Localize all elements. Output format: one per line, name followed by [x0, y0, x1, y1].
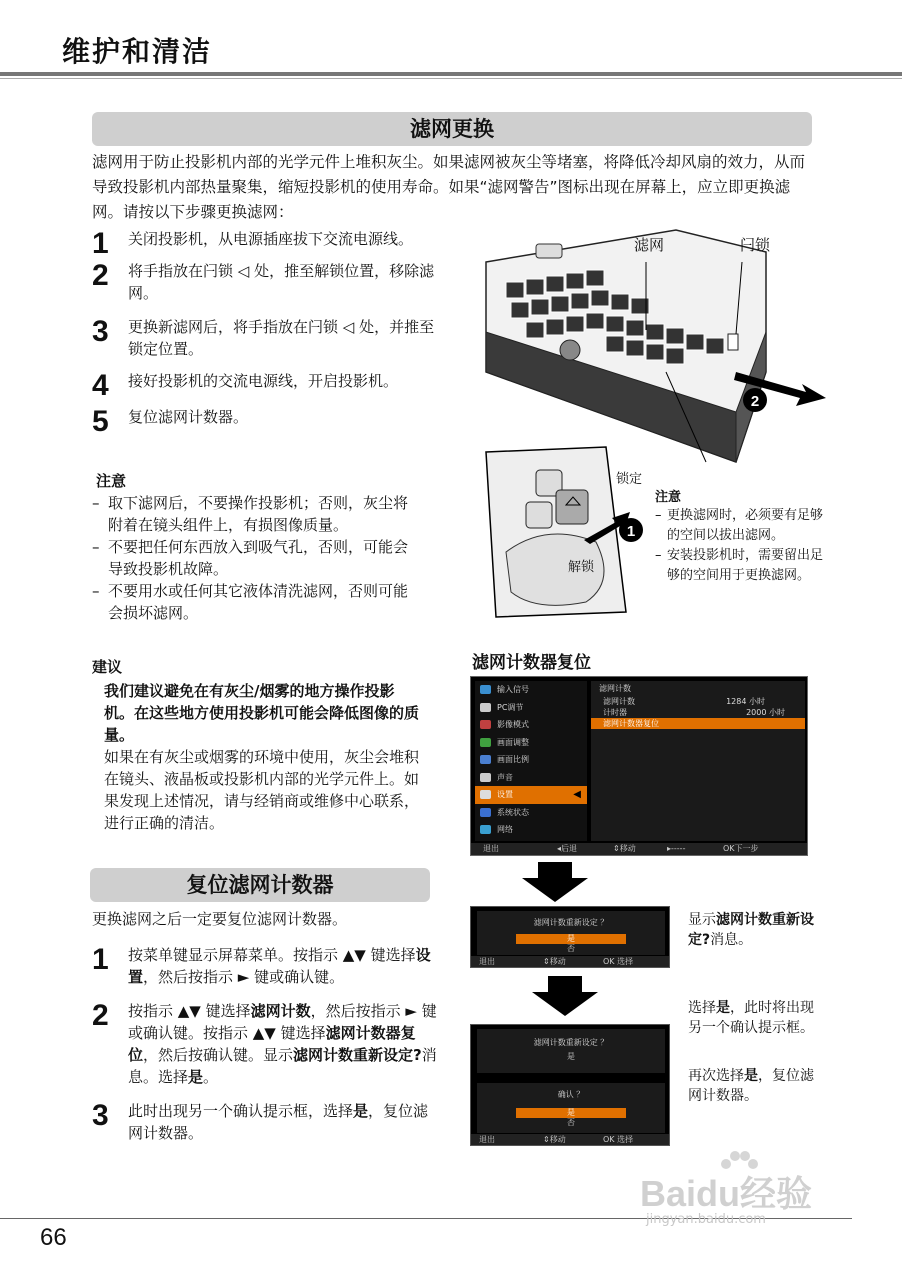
menu-item-pc[interactable]: PC调节	[475, 699, 587, 717]
input-icon	[480, 685, 491, 694]
row-filter-reset[interactable]: 滤网计数器复位	[591, 718, 805, 729]
aspect-icon	[480, 755, 491, 764]
filter-reset-heading: 滤网计数器复位	[472, 653, 591, 673]
menu-panel	[591, 681, 805, 841]
menu-item-setting[interactable]: 设置 ◀	[475, 786, 587, 804]
speaker-icon	[480, 773, 491, 782]
down-arrow-icon	[520, 862, 590, 902]
note-item: – 不要把任何东西放入到吸气孔，否则，可能会导致投影机故障。	[92, 536, 422, 580]
step-number: 5	[92, 405, 109, 438]
dialog-question: 滤网计数重新设定 ？	[533, 1038, 609, 1047]
baidu-watermark	[640, 1150, 860, 1230]
note-list	[92, 492, 422, 624]
step-text: 接好投影机的交流电源线，开启投影机。	[128, 372, 399, 390]
option-no[interactable]: 否	[567, 944, 575, 953]
step-number: 3	[92, 1099, 109, 1132]
row-timer[interactable]: 计时器 2000 小时	[603, 708, 785, 717]
dialog-help-bar	[471, 956, 669, 967]
step-item: 3 此时出现另一个确认提示框，选择是，复位滤网计数器。	[92, 1099, 429, 1142]
note-item: – 取下滤网后，不要操作投影机；否则，灰尘将附着在镜头组件上，有损图像质量。	[92, 492, 422, 536]
reset-dialog	[470, 906, 670, 968]
help-move: ⇕移动	[613, 844, 636, 853]
section-heading-filter: 滤网更换	[92, 112, 812, 146]
menu-list	[475, 681, 587, 841]
section-heading-reset: 复位滤网计数器	[90, 868, 430, 902]
step-number: 1	[92, 943, 109, 976]
filter-intro: 滤网用于防止投影机内部的光学元件上堆积灰尘。如果滤网被灰尘等堵塞，将降低冷却风扇的效力，从而导致投影机内部热量聚集，缩短投影机的使用寿命。如果“滤网警告”图标出现在屏幕上，应立即更换滤网。请按以下步骤更换滤网：	[92, 153, 806, 221]
caption-2: 选择是，此时将出现另一个确认提示框。	[688, 1000, 814, 1036]
watermark-brand: Baidu经验	[640, 1173, 813, 1214]
watermark-url: jingyan.baidu.com	[646, 1212, 766, 1227]
menu-item-network[interactable]: 网络	[475, 821, 587, 839]
side-note-title: 注意	[655, 490, 682, 505]
step-number: 2	[92, 259, 109, 292]
label-unlock: 解锁	[568, 560, 595, 575]
row-value: 1284 小时	[726, 697, 765, 706]
label-filter: 滤网	[634, 236, 665, 254]
confirm-box	[477, 1083, 665, 1133]
step-number: 3	[92, 315, 109, 348]
marker-1: 1	[626, 523, 636, 540]
dialog-help-bar	[471, 1134, 669, 1145]
tip-title: 建议	[92, 658, 123, 676]
step-text: 关闭投影机，从电源插座拔下交流电源线。	[128, 230, 414, 248]
note-item: – 不要用水或任何其它液体清洗滤网，否则可能会损坏滤网。	[92, 580, 422, 624]
step-item: 2 按指示 ▲▼ 键选择滤网计数，然后按指示 ► 键或确认键。按指示 ▲▼ 键选择滤网计数器复位，然后按确认键。显示滤网计数重新设定?消息。选择是。	[92, 999, 437, 1086]
help-ok-select: OK 选择	[603, 1135, 634, 1144]
side-note-item: – 更换滤网时，必须要有足够的空间以拔出滤网。	[655, 506, 835, 546]
pc-icon	[480, 703, 491, 712]
menu-item-status[interactable]: 系统状态	[475, 804, 587, 822]
caret-left-icon: ◀	[573, 789, 581, 800]
image-mode-icon	[480, 720, 491, 729]
help-next-arrow: ▸-----	[667, 844, 686, 853]
step-number: 4	[92, 369, 109, 402]
menu-item-input[interactable]: 输入信号	[475, 681, 587, 699]
network-icon	[480, 825, 491, 834]
title-divider-thin	[0, 78, 902, 79]
row-filter-counter[interactable]: 滤网计数 1284 小时	[603, 697, 765, 706]
step-item	[92, 405, 437, 438]
help-exit: 退出	[483, 844, 499, 853]
step-text: 更换新滤网后，将手指放在闩锁 ◁ 处，并推至锁定位置。	[128, 318, 435, 358]
help-move: ⇕移动	[543, 957, 566, 966]
confirm-question: 确认 ？	[557, 1090, 585, 1099]
step-item	[92, 260, 437, 304]
reset-intro: 更换滤网之后一定要复位滤网计数器。	[92, 910, 348, 928]
page-title: 维护和清洁	[62, 35, 213, 68]
help-exit: 退出	[479, 957, 495, 966]
caption-3: 再次选择是，复位滤网计数器。	[688, 1068, 814, 1104]
caption-1: 显示滤网计数重新设定?消息。	[688, 912, 814, 948]
side-note-item: – 安装投影机时，需要留出足够的空间用于更换滤网。	[655, 546, 835, 586]
reset-steps	[92, 944, 437, 1156]
info-icon	[480, 808, 491, 817]
menu-item-aspect[interactable]: 画面比例	[475, 751, 587, 769]
step-text: 将手指放在闩锁 ◁ 处，推至解锁位置，移除滤网。	[128, 262, 435, 302]
step-item	[92, 369, 437, 402]
menu-help-bar	[471, 843, 807, 855]
menu-item-sound[interactable]: 声音	[475, 769, 587, 787]
menu-item-image-mode[interactable]: 影像模式	[475, 716, 587, 734]
dialog-question: 滤网计数重新设定 ？	[533, 918, 609, 927]
step-number: 1	[92, 227, 109, 260]
help-back: ◂后退	[557, 844, 578, 853]
option-yes[interactable]: 是	[516, 934, 626, 944]
dialog-box	[477, 1029, 665, 1073]
menu-item-image-adjust[interactable]: 画面调整	[475, 734, 587, 752]
option-no[interactable]: 否	[567, 1118, 575, 1127]
answer-yes: 是	[567, 1052, 575, 1061]
side-note-list	[655, 506, 835, 586]
help-ok-next: OK下一步	[723, 844, 759, 853]
confirm-dialog	[470, 1024, 670, 1146]
panel-title: 滤网计数	[599, 684, 631, 693]
title-divider	[0, 72, 902, 76]
option-yes[interactable]: 是	[516, 1108, 626, 1118]
step-item: 1 按菜单键显示屏幕菜单。按指示 ▲▼ 键选择设置，然后按指示 ► 键或确认键。	[92, 943, 431, 986]
step-item	[92, 316, 437, 360]
help-exit: 退出	[479, 1135, 495, 1144]
down-arrow-icon	[530, 976, 600, 1016]
dialog-box	[477, 911, 665, 955]
image-adjust-icon	[480, 738, 491, 747]
step-text: 复位滤网计数器。	[128, 408, 249, 426]
label-latch: 闩锁	[740, 236, 771, 254]
osd-menu	[470, 676, 808, 856]
tip-bold-text: 我们建议避免在有灰尘/烟雾的地方操作投影机。在这些地方使用投影机可能会降低图像的质量。	[104, 682, 420, 744]
help-ok-select: OK 选择	[603, 957, 634, 966]
marker-2: 2	[750, 393, 760, 410]
note-title: 注意	[96, 472, 127, 490]
page-number: 66	[40, 1224, 67, 1251]
step-item	[92, 227, 437, 260]
step-number: 2	[92, 999, 109, 1032]
tip-body-text: 如果在有灰尘或烟雾的环境中使用，灰尘会堆积在镜头、液晶板或投影机内部的光学元件上。如果发现上述情况，请与经销商或维修中心联系，进行正确的清洁。	[104, 748, 420, 832]
setting-icon	[480, 790, 491, 799]
row-value: 2000 小时	[746, 708, 785, 717]
filter-steps	[92, 228, 437, 442]
help-move: ⇕移动	[543, 1135, 566, 1144]
label-lock: 锁定	[616, 472, 643, 487]
